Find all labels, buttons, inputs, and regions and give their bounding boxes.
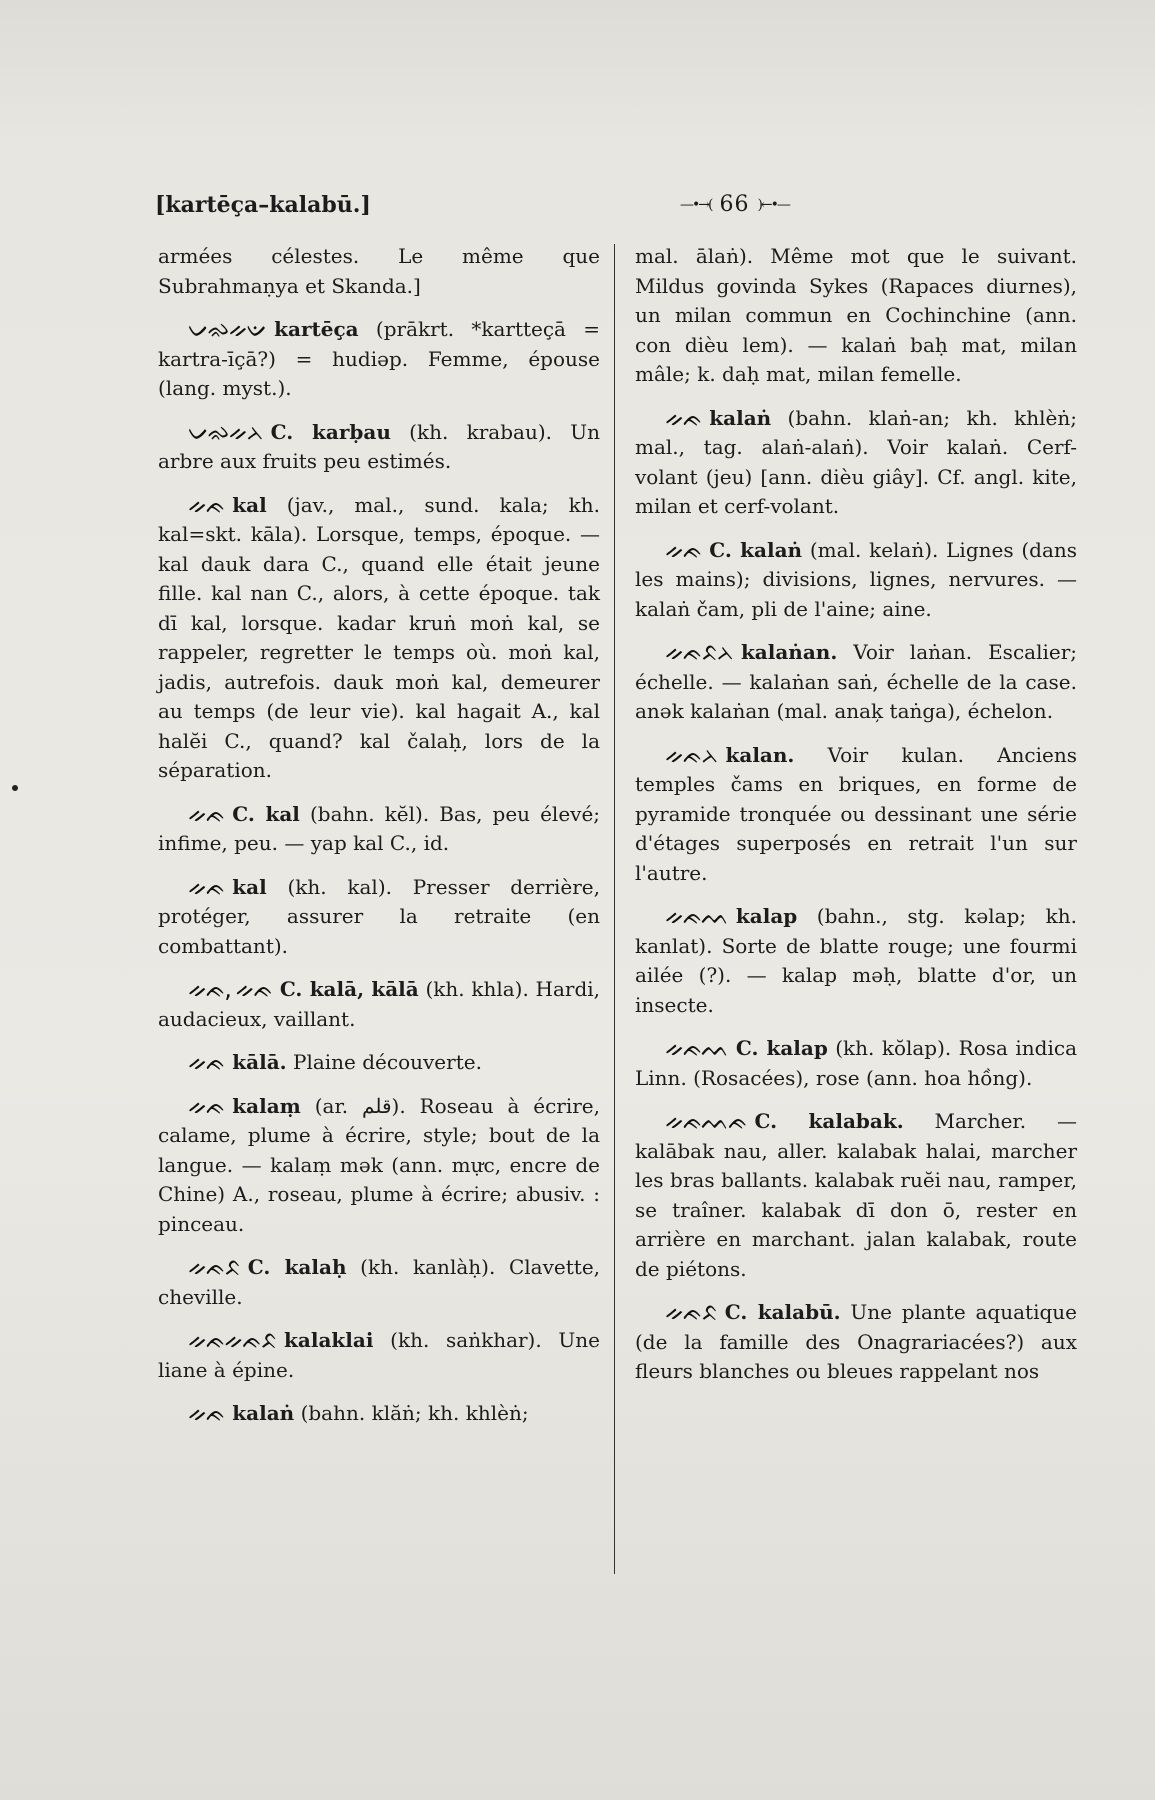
entry-paragraph <box>158 315 600 404</box>
cham-script-glyph: ᨀᨃᨀᨃᨅ <box>188 1326 277 1354</box>
entry-paragraph <box>158 1326 600 1385</box>
cham-script-glyph: ᨀᨃ, ᨀᨃ <box>188 975 272 1003</box>
dictionary-entry <box>635 1107 1077 1284</box>
entry-definition: (kh. khla). Hardi, audacieux, vaillant. <box>158 977 600 1031</box>
entry-definition: Voir kulan. Anciens temples čams en briques, en forme de pyramide tronquée ou dessinant une série d'étages superposés en retrait l'un sur l'autre. <box>635 742 1078 885</box>
cham-script-glyph: ᨆᨋᨀᨉ <box>188 315 267 343</box>
entry-headword: kal <box>232 492 267 517</box>
entry-definition: (bahn., stg. kəlap; kh. kanlat). Sorte de blatte rouge; une fourmi ailée (?). — kalap məḥ, blatte d'or, un insecte. <box>635 904 1078 1017</box>
entry-definition: (kh. kŏlap). Rosa indica Linn. (Rosacées), rose (ann. hoa hồng). <box>635 1036 1077 1090</box>
entry-definition: Voir laṅan. Escalier; échelle. — kalaṅan saṅ, échelle de la case. anək kalaṅan (mal. anak̦ taṅga), échelon. <box>635 640 1078 723</box>
entry-paragraph <box>635 1034 1077 1093</box>
entry-headword: C. kalap <box>735 1036 828 1060</box>
dictionary-entry <box>158 491 600 786</box>
dictionary-entry <box>158 242 600 301</box>
entry-paragraph <box>158 975 600 1034</box>
entry-paragraph <box>158 491 600 786</box>
entry-paragraph <box>158 1092 600 1240</box>
cham-script-glyph: ᨀᨃ <box>665 403 702 432</box>
entry-headword: C. kalā, kālā <box>279 977 419 1001</box>
right-column <box>635 242 1077 1401</box>
dictionary-entry <box>158 315 600 404</box>
entry-paragraph <box>635 242 1077 390</box>
column-divider <box>614 244 615 1574</box>
entry-definition: (jav., mal., sund. kala; kh. kal=skt. kāla). Lorsque, temps, époque. — kal dauk dara C., quand elle était jeune fille. kal nan C., alors, à cette époque. tak dī kal, lorsque. kadar kruṅ moṅ kal, se rappeler, regretter le temps où. moṅ kal, jadis, autrefois. dauk moṅ kal, demeurer au temps (de leur vie). kal hagait A., kal halĕi C., quand? kal čalaḥ, lors de la séparation. <box>158 492 600 782</box>
entry-paragraph <box>635 741 1077 889</box>
dictionary-entry <box>635 902 1077 1020</box>
entry-paragraph <box>158 1048 600 1078</box>
entry-definition: armées célestes. Le même que Subrahmaṇya et Skanda.] <box>158 244 600 298</box>
dictionary-entry <box>635 404 1077 522</box>
entry-paragraph <box>635 1298 1077 1387</box>
entry-headword: kalaṅ <box>232 1401 295 1425</box>
dictionary-entry <box>635 1034 1077 1093</box>
entry-paragraph <box>635 638 1077 727</box>
cham-script-glyph: ᨀᨃᨅ <box>665 1298 717 1326</box>
cham-script-glyph: ᨀᨃᨓᨃ <box>665 1107 747 1135</box>
entry-definition: (mal. kelaṅ). Lignes (dans les mains); divisions, lignes, nervures. — kalaṅ čam, pli de l'aine; aine. <box>635 537 1078 621</box>
cham-script-glyph: ᨀᨃᨅ <box>188 1253 240 1281</box>
cham-script-glyph: ᨀᨃᨓ <box>665 902 728 930</box>
cham-script-glyph: ᨀᨃ <box>188 490 225 519</box>
entry-headword: C. kalaḥ <box>247 1255 347 1279</box>
cham-script-glyph: ᨀᨃ <box>188 1091 225 1120</box>
dictionary-entry <box>158 975 600 1034</box>
entry-definition: (ar. قلم). Roseau à écrire, calame, plume à écrire, style; bout de la langue. — kalaṃ mək (ann. mực, encre de Chine) A., roseau, plume à écrire; abusiv. : pinceau. <box>158 1093 600 1236</box>
margin-mark <box>12 785 18 791</box>
dictionary-entry <box>158 800 600 859</box>
entry-headword: kalaṃ <box>232 1093 301 1118</box>
entry-definition: (bahn. klăṅ; kh. khlèṅ; <box>300 1401 529 1425</box>
entry-headword: kalaṅan. <box>740 640 838 664</box>
dictionary-entry <box>635 638 1077 727</box>
cham-script-glyph: ᨀᨃ <box>188 1399 225 1427</box>
cham-script-glyph: ᨀᨃ <box>188 799 225 828</box>
entry-paragraph <box>158 242 600 301</box>
entry-paragraph <box>158 873 600 962</box>
ornament-right: )←•— <box>757 197 789 213</box>
entry-paragraph <box>158 418 600 477</box>
left-column <box>158 242 600 1443</box>
entry-definition: Une plante aquatique (de la famille des Onagrariacées?) aux fleurs blanches ou bleues rappelant nos <box>635 1300 1077 1383</box>
entry-paragraph <box>635 1107 1077 1284</box>
cham-script-glyph: ᨆᨋᨀᨂ <box>188 417 263 446</box>
entry-paragraph <box>158 1399 600 1429</box>
entry-headword: C. karḅau <box>270 419 391 444</box>
cham-script-glyph: ᨀᨃ <box>188 1048 225 1076</box>
dictionary-entry <box>635 741 1077 889</box>
entry-paragraph <box>635 902 1077 1020</box>
ornament-left: —•→( <box>680 197 712 213</box>
entry-headword: kalaṅ <box>709 405 772 430</box>
cham-script-glyph: ᨀᨃ <box>665 535 702 564</box>
page-number: 66 <box>719 192 750 217</box>
entry-definition: (kh. krabau). Un arbre aux fruits peu estimés. <box>158 419 600 473</box>
dictionary-entry <box>158 1253 600 1312</box>
dictionary-entry <box>158 418 600 477</box>
entry-headword: C. kalabū. <box>724 1300 841 1324</box>
page-header <box>155 192 1035 232</box>
entry-definition: (kh. kal). Presser derrière, protéger, assurer la retraite (en combattant). <box>158 874 600 958</box>
entry-definition: Plaine découverte. <box>293 1050 482 1074</box>
entry-headword: kartēça <box>274 317 359 341</box>
entry-definition: (bahn. klaṅ-an; kh. khlèṅ; mal., tag. alaṅ-alaṅ). Voir kalaṅ. Cerf-volant (jeu) [ann. dièu giây]. Cf. angl. kite, milan et cerf-volant. <box>635 405 1077 518</box>
entry-headword: C. kalaṅ <box>709 537 803 562</box>
entry-headword: kalan. <box>725 742 795 767</box>
entry-paragraph <box>635 536 1077 625</box>
header-range: [kartēça–kalabū.] <box>155 192 371 218</box>
entry-paragraph <box>635 404 1077 522</box>
entry-headword: C. kalabak. <box>754 1109 904 1133</box>
entry-headword: kalap <box>735 904 798 928</box>
dictionary-entry <box>158 1048 600 1078</box>
entry-definition: (kh. kanlàḥ). Clavette, cheville. <box>158 1255 601 1309</box>
entry-headword: kal <box>232 874 267 899</box>
entry-headword: kalaklai <box>284 1328 374 1352</box>
dictionary-entry <box>635 1298 1077 1387</box>
entry-definition: Marcher. — kalābak nau, aller. kalabak halai, marcher les bras ballants. kalabak ruĕi nau, ramper, se traîner. kalabak dī don ō, rester en arrière en marchant. jalan kalabak, route de piétons. <box>635 1109 1077 1281</box>
cham-script-glyph: ᨀᨃ <box>188 872 225 901</box>
dictionary-entry <box>158 1399 600 1429</box>
entry-paragraph <box>158 1253 600 1312</box>
entry-headword: C. kal <box>232 801 300 826</box>
cham-script-glyph: ᨀᨃᨂ <box>665 740 718 769</box>
entry-headword: kālā. <box>232 1050 287 1074</box>
entry-definition: mal. ālaṅ). Même mot que le suivant. Mildus govinda Sykes (Rapaces diurnes), un milan commun en Cochinchine (ann. con dièu lem). — kalaṅ baḥ mat, milan mâle; k. daḥ mat, milan femelle. <box>635 244 1077 386</box>
entry-definition: (bahn. kĕl). Bas, peu élevé; infime, peu. — yap kal C., id. <box>158 801 601 855</box>
cham-script-glyph: ᨀᨃᨓ <box>665 1034 728 1062</box>
dictionary-entry <box>158 1326 600 1385</box>
dictionary-entry <box>158 873 600 962</box>
dictionary-entry <box>635 536 1077 625</box>
entry-paragraph <box>158 800 600 859</box>
dictionary-entry <box>158 1092 600 1240</box>
cham-script-glyph: ᨀᨃᨅᨂ <box>665 638 733 666</box>
header-page-number-group <box>680 192 789 217</box>
entry-definition: (prākrt. *kartteçā = kartra-īçā?) = hudiəp. Femme, épouse (lang. myst.). <box>158 317 601 400</box>
dictionary-entry <box>635 242 1077 390</box>
entry-definition: (kh. saṅkhar). Une liane à épine. <box>158 1328 600 1382</box>
